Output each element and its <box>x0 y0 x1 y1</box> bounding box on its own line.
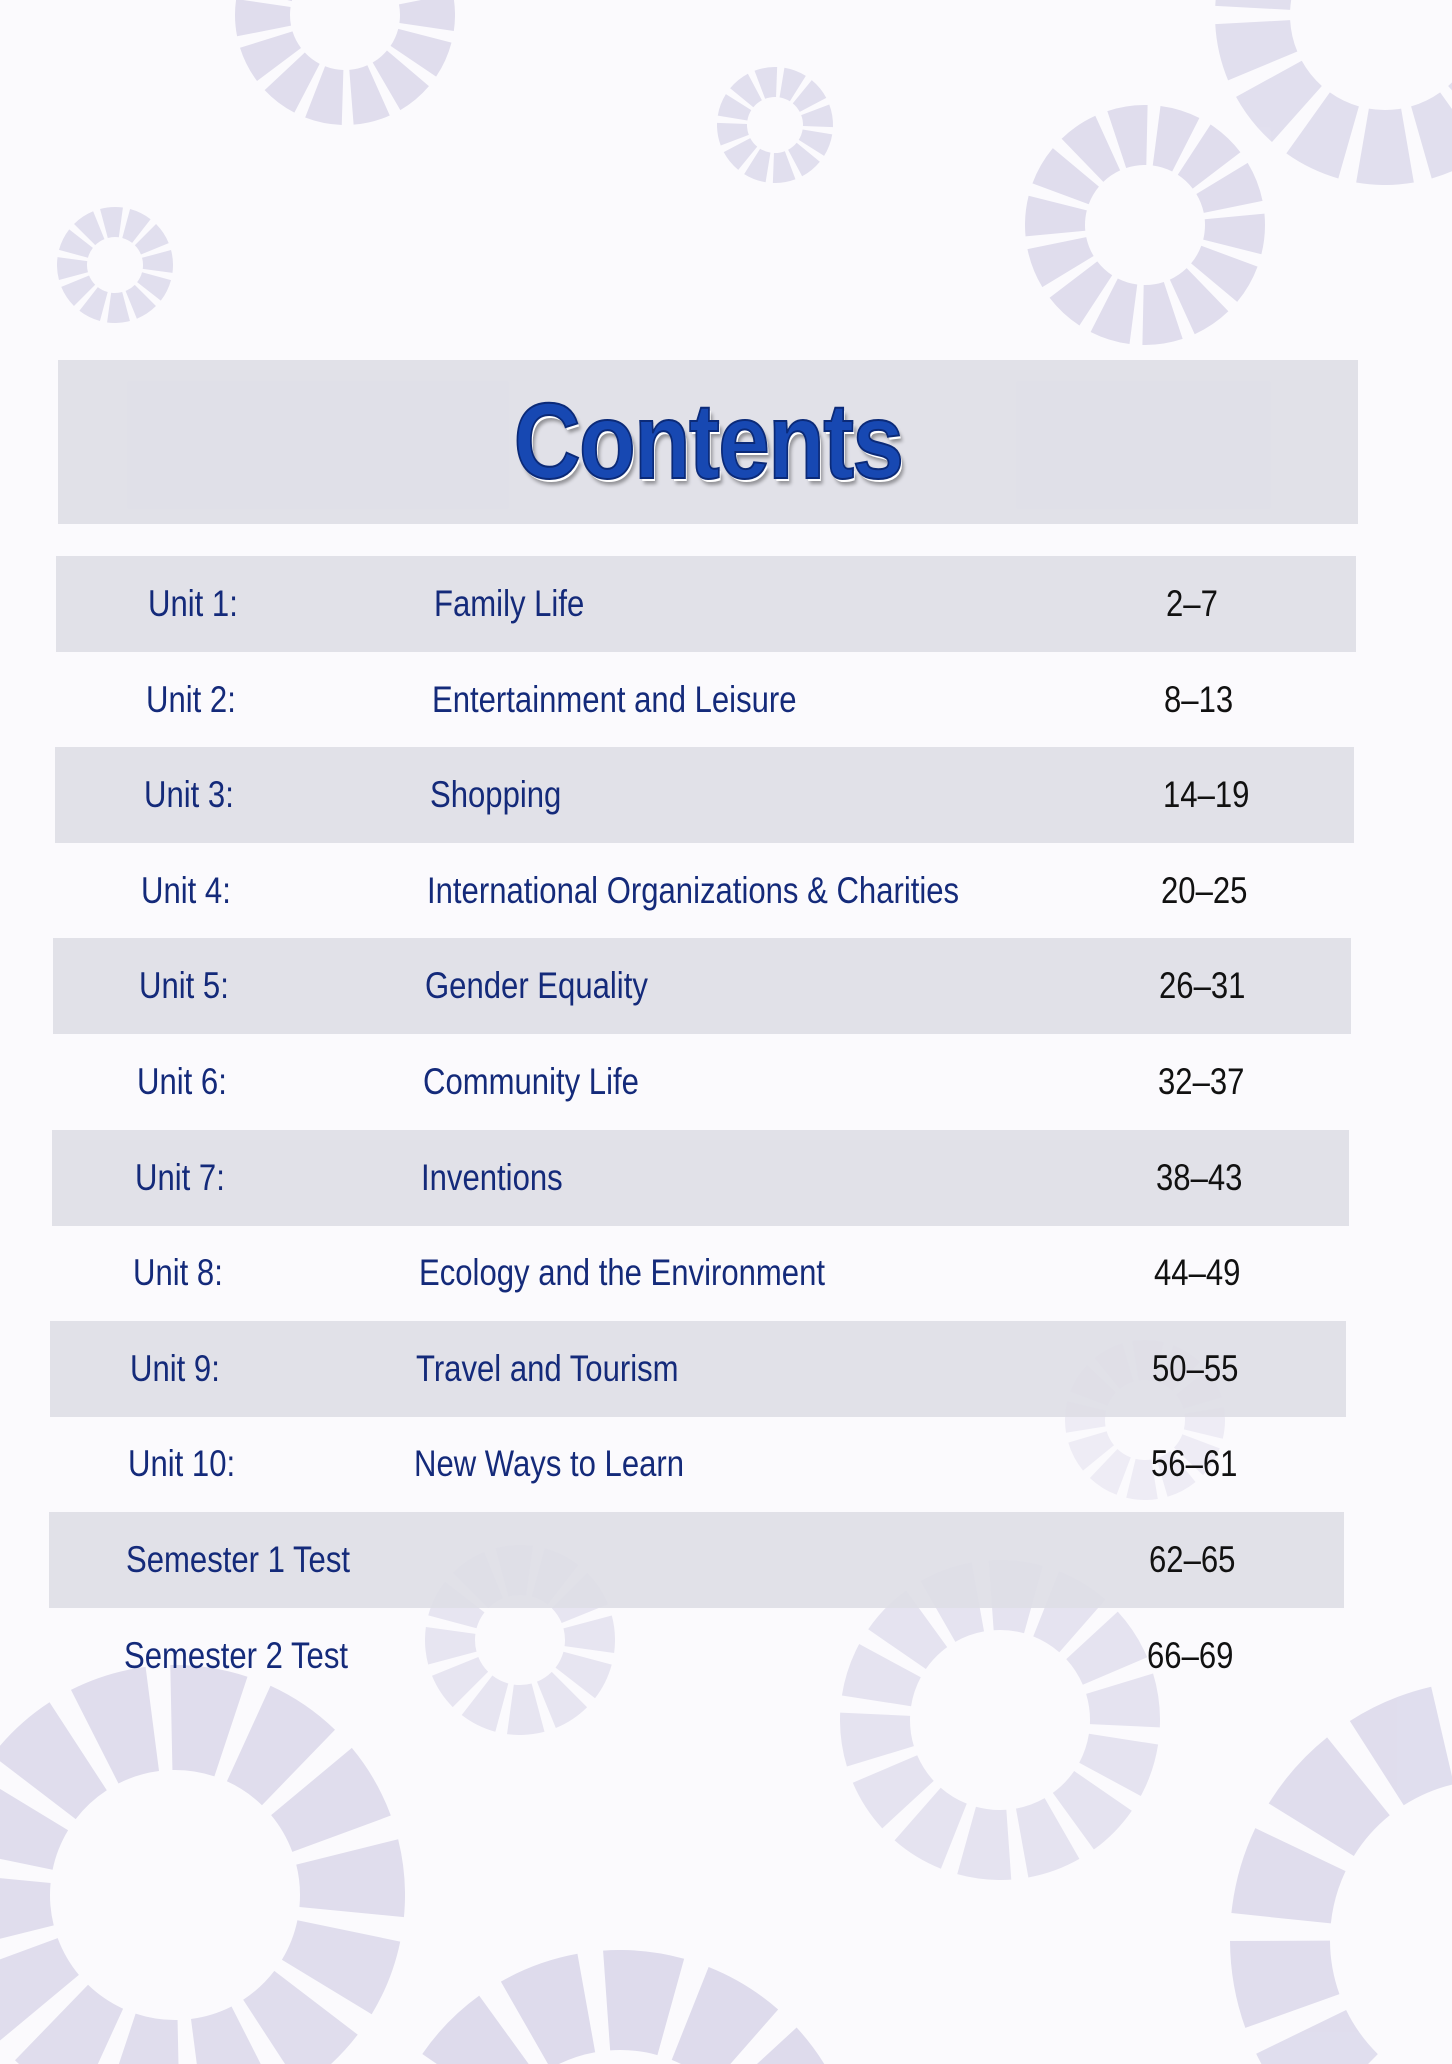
toc-row <box>52 1130 1349 1226</box>
toc-row <box>53 1034 1351 1130</box>
toc-unit-label: Unit 6: <box>137 1061 227 1102</box>
toc-row <box>53 938 1351 1034</box>
toc-row <box>56 556 1356 652</box>
toc-topic-title: International Organizations & Charities <box>427 869 960 911</box>
toc-page-range: 50–55 <box>1152 1347 1239 1389</box>
toc-row <box>55 652 1355 748</box>
toc-unit-label: Unit 8: <box>132 1252 223 1294</box>
toc-page-range: 14–19 <box>1162 774 1250 816</box>
toc-page-range: 66–69 <box>1147 1634 1234 1676</box>
toc-page-range: 2–7 <box>1166 583 1218 624</box>
toc-row <box>50 1416 1346 1512</box>
toc-row <box>48 1608 1343 1704</box>
toc-row <box>50 1321 1346 1417</box>
toc-row <box>55 747 1354 843</box>
toc-unit-label: Unit 3: <box>143 774 234 816</box>
toc-unit-label: Unit 2: <box>145 678 236 720</box>
page-title: Contents <box>513 380 903 501</box>
toc-unit-label: Unit 4: <box>141 869 232 911</box>
toc-unit-label: Unit 9: <box>130 1347 221 1389</box>
toc-unit-label: Semester 1 Test <box>126 1539 351 1580</box>
toc-topic-title: Entertainment and Leisure <box>431 678 797 720</box>
toc-page-range: 8–13 <box>1164 678 1234 720</box>
toc-unit-label: Unit 10: <box>128 1443 236 1485</box>
toc-page-range: 20–25 <box>1160 869 1248 911</box>
toc-unit-label: Unit 1: <box>148 583 238 624</box>
toc-unit-label: Semester 2 Test <box>123 1634 348 1676</box>
toc-row <box>51 1225 1348 1321</box>
toc-topic-title: Shopping <box>429 774 561 816</box>
toc-row <box>49 1512 1344 1608</box>
toc-page-range: 32–37 <box>1157 1061 1244 1102</box>
toc-topic-title: Travel and Tourism <box>416 1347 679 1389</box>
toc-page-range: 38–43 <box>1155 1156 1243 1198</box>
toc-page-range: 44–49 <box>1154 1252 1241 1294</box>
toc-topic-title: Ecology and the Environment <box>418 1252 825 1294</box>
toc-topic-title: Family Life <box>434 583 585 624</box>
toc-page-range: 56–61 <box>1150 1443 1238 1485</box>
toc-unit-label: Unit 5: <box>139 965 230 1007</box>
toc-topic-title: Gender Equality <box>425 965 649 1007</box>
toc-topic-title: Inventions <box>420 1156 563 1198</box>
toc-unit-label: Unit 7: <box>134 1156 225 1198</box>
toc-row <box>54 843 1353 939</box>
toc-page-range: 62–65 <box>1149 1539 1236 1580</box>
toc-topic-title: New Ways to Learn <box>414 1443 685 1485</box>
toc-page-range: 26–31 <box>1159 965 1246 1007</box>
toc-topic-title: Community Life <box>423 1061 639 1102</box>
